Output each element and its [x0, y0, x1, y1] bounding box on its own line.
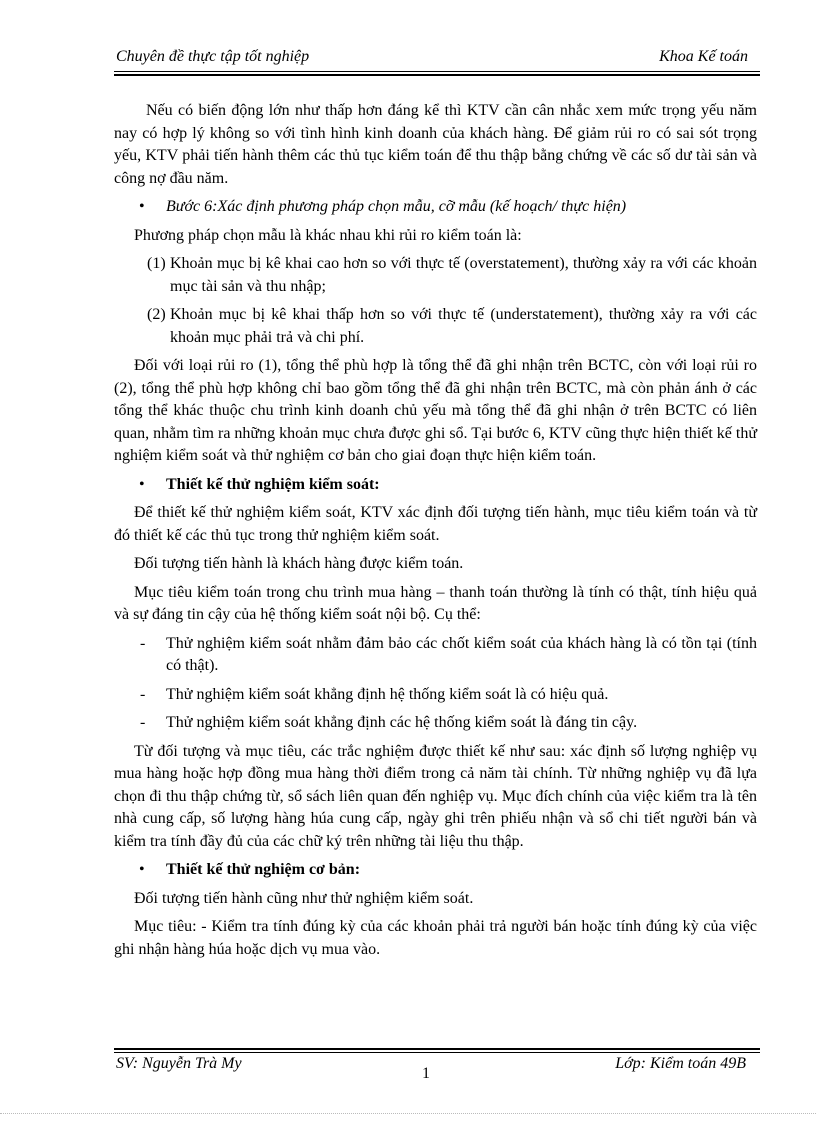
paragraph-2: Phương pháp chọn mẫu là khác nhau khi rủi ro kiểm toán là: [134, 226, 522, 244]
numbered-text-1: Khoản mục bị kê khai cao hơn so với thực tế (overstatement), thường xảy ra với các khoản mục tài sản và thu nhập; [170, 255, 757, 295]
paragraph-7: Từ đối tượng và mục tiêu, các trắc nghiệm được thiết kế như sau: xác định số lượng nghiệp vụ mua hàng hoặc hợp đồng mua hàng thời điểm trong cả năm tài chính. Từ những nghiệp vụ đã lựa chọn đi thu thập chứng từ, sổ sách liên quan đến nghiệp vụ. Mục đích chính của việc kiểm tra là tên nhà cung cấp, số lượng hàng húa cung cấp, ngày ghi trên phiếu nhận và sổ chi tiết người bán và kiểm tra tính đầy đủ của các chữ ký trên những tài liệu thu thập. [114, 742, 757, 850]
dash-marker: - [140, 634, 146, 652]
footer-class: Lớp: Kiểm toán 49B [615, 1055, 746, 1072]
bullet-heading-1 [114, 474, 757, 497]
dash-marker: - [140, 714, 146, 731]
page-number: 1 [422, 1065, 430, 1082]
header-rule-thick [114, 74, 760, 76]
header-left-title: Chuyên đề thực tập tốt nghiệp [116, 48, 310, 65]
bullet-marker: • [139, 861, 145, 878]
heading-control-test: Thiết kế thử nghiệm kiểm soát: [166, 475, 380, 493]
dash-marker: - [140, 685, 146, 703]
bullet-heading-2 [114, 859, 757, 882]
bullet-marker: • [139, 475, 145, 493]
paragraph-8: Đối tượng tiến hành cũng như thử nghiệm kiểm soát. [134, 889, 474, 907]
paragraph-1: Nếu có biến động lớn như thấp hơn đáng kể thì KTV cần cân nhắc xem mức trọng yếu năm nay có hợp lý không so với tình hình kinh doanh của khách hàng. Để giảm rủi ro có sai sót trọng yếu, KTV phải tiến hành thêm các thủ tục kiểm toán để thu thập bằng chứng về các số dư tài sản và công nợ đầu năm. [114, 102, 757, 187]
page-footer [114, 1055, 758, 1082]
numbered-label-2: (2) [147, 306, 166, 323]
numbered-label-1: (1) [147, 255, 166, 272]
dash-text-2: Thử nghiệm kiểm soát khẳng định hệ thống kiểm soát là có hiệu quả. [166, 685, 609, 703]
dash-item-3 [114, 712, 757, 735]
page-boundary [0, 1113, 816, 1114]
paragraph-4: Để thiết kế thử nghiệm kiểm soát, KTV xác định đối tượng tiến hành, mục tiêu kiểm toán và từ đó thiết kế các thủ tục trong thử nghiệm kiểm soát. [114, 504, 757, 544]
paragraph-5: Đối tượng tiến hành là khách hàng được kiểm toán. [134, 555, 464, 572]
page-header [114, 46, 758, 70]
footer-rule-thin [114, 1052, 760, 1053]
heading-substantive-test: Thiết kế thử nghiệm cơ bản: [166, 861, 361, 878]
footer-student: SV: Nguyễn Trà My [116, 1055, 242, 1072]
dash-text-3: Thử nghiệm kiểm soát khẳng định các hệ thống kiểm soát là đáng tin cậy. [166, 714, 638, 731]
paragraph-6: Mục tiêu kiểm toán trong chu trình mua hàng – thanh toán thường là tính có thật, tính hiệu quả và sự đáng tin cậy của hệ thống kiểm soát nội bộ. Cụ thể: [114, 583, 757, 623]
paragraph-3: Đối với loại rủi ro (1), tổng thể phù hợp là tổng thể đã ghi nhận trên BCTC, còn với loại rủi ro (2), tổng thể phù hợp không chỉ bao gồm tổng thể đã ghi nhận trên BCTC, mà còn phản ánh ở các tổng thể khác thuộc chu trình kinh doanh chủ yếu mà tổng thể đã ghi nhận ở trên BCTC có liên quan, nhằm tìm ra những khoản mục chưa được ghi sổ. Tại bước 6, KTV cũng thực hiện thiết kế thử nghiệm kiểm soát và thử nghiệm cơ bản cho giai đoạn thực hiện kiểm toán. [114, 357, 757, 464]
step6-text: Bước 6:Xác định phương pháp chọn mẫu, cỡ mẫu (kế hoạch/ thực hiện) [166, 198, 627, 215]
paragraph-9: Mục tiêu: - Kiểm tra tính đúng kỳ của các khoản phải trả người bán hoặc tính đúng kỳ của việc ghi nhận hàng húa hoặc dịch vụ mua vào. [114, 918, 757, 958]
header-right-title: Khoa Kế toán [659, 48, 748, 65]
dash-item-2 [114, 684, 757, 707]
page-body [114, 100, 757, 967]
dash-text-1: Thử nghiệm kiểm soát nhằm đảm bảo các chốt kiểm soát của khách hàng là có tồn tại (tính có thật). [166, 634, 757, 674]
bullet-marker: • [139, 198, 145, 215]
bullet-step6 [114, 196, 757, 219]
numbered-text-2: Khoản mục bị kê khai thấp hơn so với thực tế (understatement), thường xảy ra với các khoản mục phải trả và chi phí. [170, 306, 757, 346]
header-rule-thin [114, 71, 760, 72]
numbered-item-2 [114, 304, 757, 349]
numbered-item-1 [114, 253, 757, 298]
footer-rule-thick [114, 1048, 760, 1050]
dash-item-1 [114, 633, 757, 678]
